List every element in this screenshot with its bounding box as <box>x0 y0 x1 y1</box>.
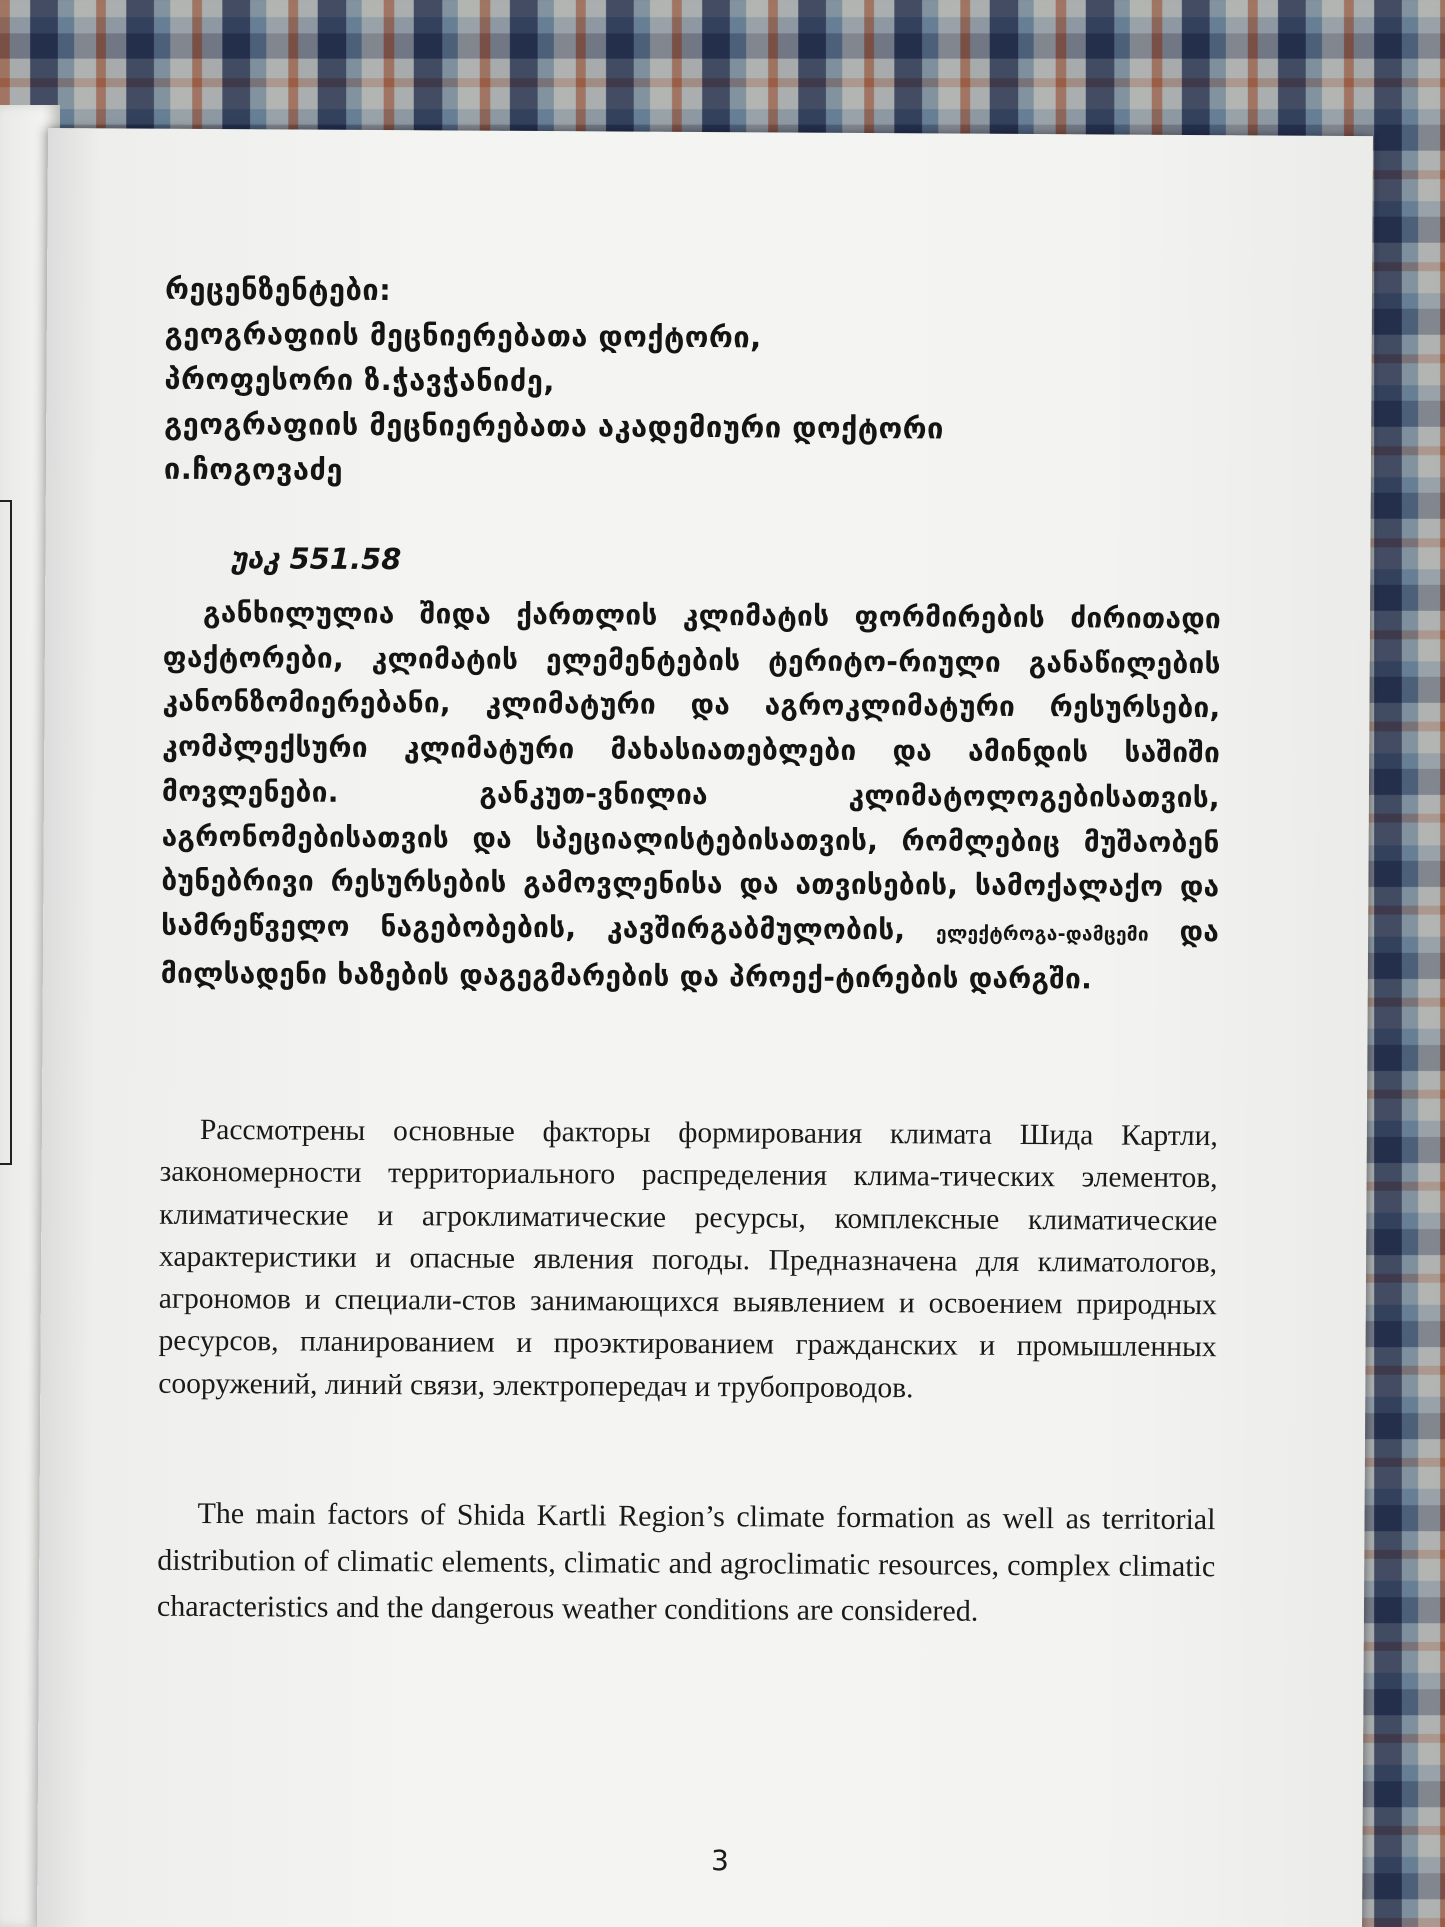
reviewers-heading: რეცენზენტები: <box>164 271 392 308</box>
georgian-abstract-small-text: ელექტროგა-დამცემი <box>935 922 1150 946</box>
reviewer-line: გეოგრაფიის მეცნიერებათა აკადემიური დოქტორი <box>164 406 945 446</box>
english-abstract: The main factors of Shida Kartli Region’s climate formation as well as territorial distribution of climatic elements, climatic and agroclimatic resources, complex climatic characteristics and the dangerous weather conditions are considered. <box>156 1496 1216 1628</box>
udc-code: უაკ 551.58 <box>230 541 402 577</box>
reviewers-block <box>164 267 1265 499</box>
previous-page-frame <box>0 500 12 1165</box>
page-number: 3 <box>710 1844 729 1878</box>
reviewer-line: გეოგრაფიის მეცნიერებათა დოქტორი, <box>164 316 762 355</box>
georgian-abstract-main: განხილულია შიდა ქართლის კლიმატის ფორმირების ძირითადი ფაქტორები, კლიმატის ელემენტების ტერიტო-რიული განაწილების კანონზომიერებანი, კლიმატური და აგროკლიმატური რესურსები, კომპლექსური კლიმატური მახასიათებლები და ამინდის საშიში მოვლენები. განკუთ-ვნილია კლიმატოლოგებისათვის, აგრონომებისათვის და სპეციალისტებისათვის, რომლებიც მუშაობენ ბუნებრივი რესურსების გამოვლენისა და ათვისების, სამოქალაქო და სამრეწველო ნაგებობების, კავშირგაბმულობის, <box>161 595 1222 947</box>
book-page <box>37 128 1373 1927</box>
russian-abstract: Рассмотрены основные факторы формирования климата Шида Картли, закономерности территориального распределения клима-тических элементов, климатические и агроклиматические ресурсы, комплексные климатические характеристики и опасные явления погоды. Предназначена для климатологов, агрономов и специали-стов занимающихся выявлением и освоением природных ресурсов, планированием и проэктированием гражданских и промышленных сооружений, линий связи, электропередач и трубопроводов. <box>158 1113 1218 1405</box>
reviewer-line: ი.ჩოგოვაძე <box>163 451 344 487</box>
reviewer-line: პროფესორი ზ.ჭავჭანიძე, <box>164 361 556 399</box>
georgian-abstract <box>161 591 1221 1003</box>
georgian-abstract-end: და მილსადენი ხაზების დაგეგმარების და პროექ-ტირების დარგში. <box>160 914 1220 996</box>
